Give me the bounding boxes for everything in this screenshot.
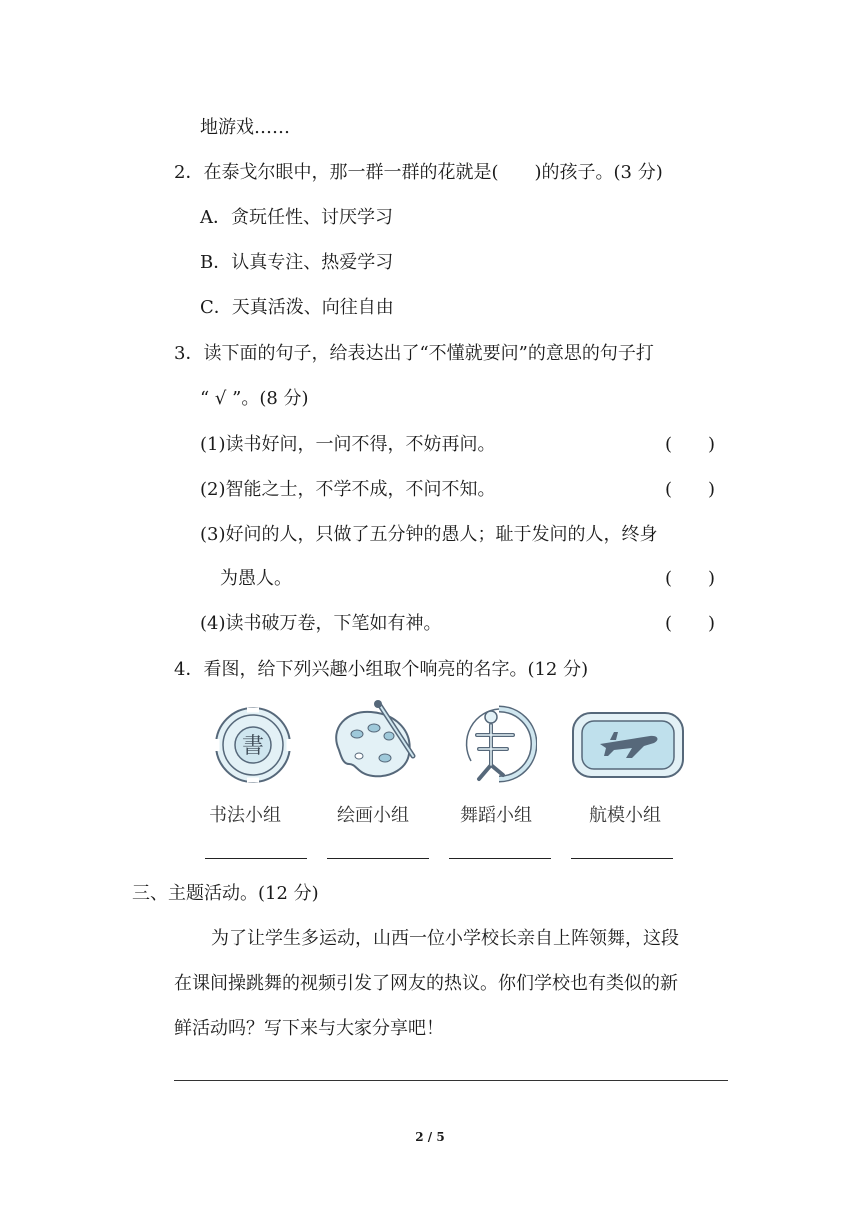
group-label-calligraphy: 书法小组 — [209, 805, 281, 826]
section-3-heading — [132, 882, 319, 906]
group-label-painting: 绘画小组 — [337, 805, 409, 826]
section-3-para-line1: 为了让学生多运动，山西一位小学校长亲自上阵领舞，这段 — [211, 928, 679, 949]
q3-answer-paren-3[interactable]: ( ) — [665, 568, 716, 589]
section-3-points: (12 分) — [258, 883, 319, 904]
q3-item-2: (2)智能之士，不学不成，不问不知。 — [200, 479, 496, 500]
carryover-text: 地游戏…… — [200, 117, 290, 138]
q3-item-4: (4)读书破万卷，下笔如有神。 — [200, 613, 442, 634]
q2-option-a[interactable]: A．贪玩任性、讨厌学习 — [200, 207, 393, 228]
q3-stem-line2: “ √ ”。(8 分) — [200, 388, 309, 409]
q2-option-c[interactable]: C．天真活泼、向往自由 — [200, 297, 394, 318]
q3-item-3-cont: 为愚人。 — [220, 568, 292, 589]
q3-answer-paren-2[interactable]: ( ) — [665, 479, 716, 500]
calligraphy-seal-icon — [210, 705, 296, 785]
answer-blank-calligraphy[interactable] — [205, 858, 307, 859]
section-3-title: 三、主题活动。 — [132, 883, 258, 904]
q3-item-3: (3)好问的人，只做了五分钟的愚人；耻于发问的人，终身 — [200, 524, 658, 545]
section-3-para-line3: 鲜活动吗？写下来与大家分享吧！ — [174, 1018, 444, 1039]
q3-answer-paren-4[interactable]: ( ) — [665, 613, 716, 634]
dance-emblem-icon — [457, 701, 537, 787]
q3-answer-paren-1[interactable]: ( ) — [665, 434, 716, 455]
group-label-model-aircraft: 航模小组 — [589, 805, 661, 826]
q3-item-1: (1)读书好问，一问不得，不妨再问。 — [200, 434, 496, 455]
q4-stem: 4．看图，给下列兴趣小组取个响亮的名字。(12 分) — [174, 659, 589, 680]
paint-palette-icon — [327, 698, 423, 786]
writing-answer-line[interactable] — [174, 1080, 728, 1081]
answer-blank-model-aircraft[interactable] — [571, 858, 673, 859]
svg-text:書: 書 — [241, 734, 265, 759]
q2-option-b[interactable]: B．认真专注、热爱学习 — [200, 252, 394, 273]
page-number: 2 / 5 — [415, 1130, 445, 1144]
section-3-para-line2: 在课间操跳舞的视频引发了网友的热议。你们学校也有类似的新 — [174, 973, 678, 994]
q2-stem: 2．在泰戈尔眼中，那一群一群的花就是( )的孩子。(3 分) — [174, 162, 663, 183]
answer-blank-painting[interactable] — [327, 858, 429, 859]
group-label-dance: 舞蹈小组 — [460, 805, 532, 826]
airplane-model-icon — [570, 710, 686, 780]
answer-blank-dance[interactable] — [449, 858, 551, 859]
q3-stem-line1: 3．读下面的句子，给表达出了“不懂就要问”的意思的句子打 — [174, 343, 654, 364]
